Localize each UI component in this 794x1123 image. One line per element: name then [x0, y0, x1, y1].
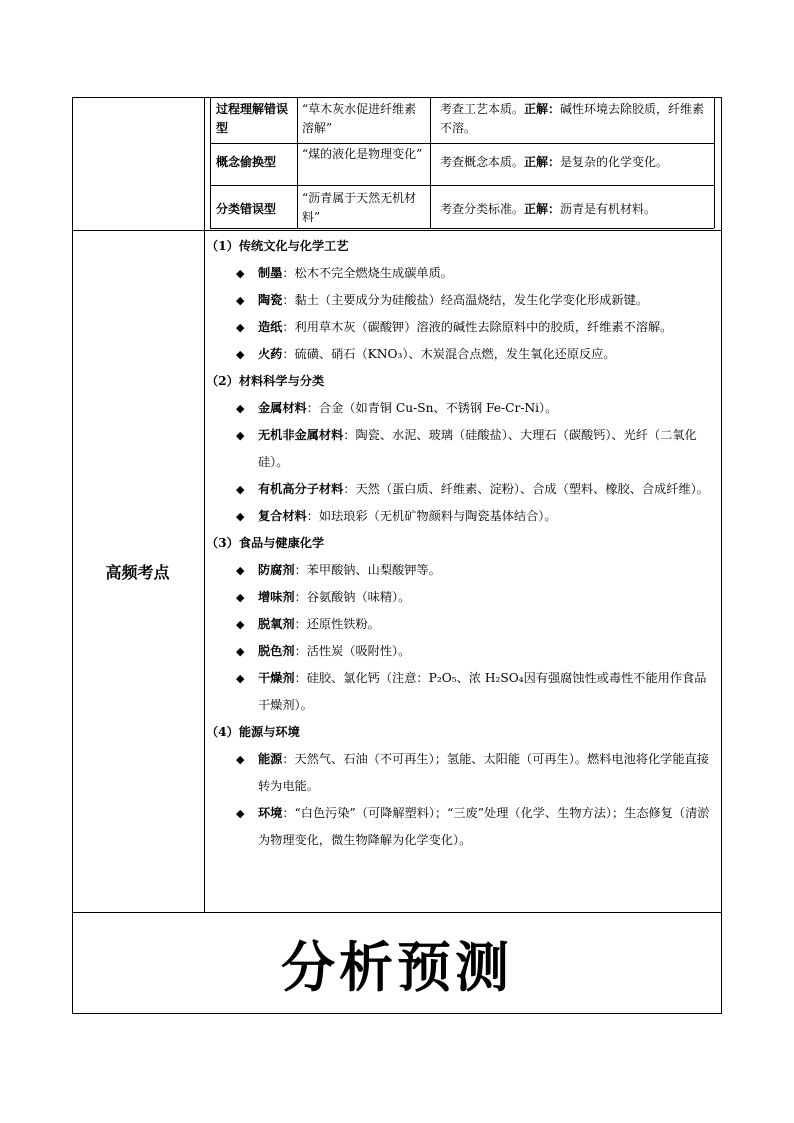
keyword: 能源: [258, 752, 283, 766]
item-text: ：天然气、石油（不可再生）；氢能、太阳能（可再生）。燃料电池将化学能直接转为电能。: [258, 752, 709, 793]
diamond-bullet-icon: ◆: [236, 807, 245, 820]
inner-row-divider: [210, 185, 714, 186]
error-type: 过程理解错误型: [216, 102, 289, 135]
exam-focus: 考查概念本质。: [440, 155, 525, 169]
correction-note: [440, 200, 710, 219]
keyword: 干燥剂: [258, 671, 295, 685]
diamond-bullet-icon: ◆: [236, 591, 245, 604]
section-title: （4）能源与环境: [206, 725, 300, 739]
keyword: 有机高分子材料: [258, 482, 344, 496]
diamond-bullet-icon: ◆: [236, 510, 245, 523]
inner-col-divider: [714, 97, 715, 228]
item-text: ：硫磺、硝石（KNO₃）、木炭混合点燃，发生氧化还原反应。: [282, 347, 616, 361]
keyword: 环境: [258, 806, 283, 820]
list-item: [212, 287, 712, 314]
list-item: [212, 260, 712, 287]
column-divider: [204, 97, 205, 912]
exam-focus: 考查工艺本质。: [440, 102, 525, 116]
list-item: [212, 476, 712, 503]
item-text: ：硅胶、氯化钙（注意：P₂O₅、浓 H₂SO₄因有强腐蚀性或毒性不能用作食品干燥剂）。: [258, 671, 707, 712]
fix-label: 正解：: [524, 202, 561, 216]
error-type: 概念偷换型: [216, 155, 277, 169]
diamond-bullet-icon: ◆: [236, 402, 245, 415]
diamond-bullet-icon: ◆: [236, 267, 245, 280]
diamond-bullet-icon: ◆: [236, 645, 245, 658]
inner-col-divider: [210, 97, 211, 228]
diamond-bullet-icon: ◆: [236, 672, 245, 685]
item-text: ：“白色污染”（可降解塑料）；“三废”处理（化学、生物方法）；生态修复（清淤为物理变化，微生物降解为化学变化）。: [258, 806, 710, 847]
list-item: [212, 395, 712, 422]
keyword: 制墨: [258, 266, 283, 280]
item-text: ：天然（蛋白质、纤维素、淀粉）、合成（塑料、橡胶、合成纤维）。: [343, 482, 709, 496]
item-text: ：苯甲酸钠、山梨酸钾等。: [294, 563, 441, 577]
fix-text: 碱性环境去除胶质，纤维素不溶。: [440, 102, 705, 135]
inner-table-top: [210, 97, 714, 98]
keyword: 防腐剂: [258, 563, 295, 577]
diamond-bullet-icon: ◆: [236, 483, 245, 496]
item-text: ：合金（如青铜 Cu-Sn、不锈钢 Fe-Cr-Ni）。: [306, 401, 558, 415]
keyword: 金属材料: [258, 401, 307, 415]
section-title: （3）食品与健康化学: [206, 536, 325, 550]
mistake-example: “沥青属于天然无机材料”: [302, 191, 417, 224]
document-table: [72, 97, 722, 1014]
keyword: 脱氧剂: [258, 617, 295, 631]
item-text: ：松木不完全燃烧生成碳单质。: [282, 266, 453, 280]
list-item: [212, 746, 712, 800]
keyword: 无机非金属材料: [258, 428, 344, 442]
section-title: （2）材料科学与分类: [206, 374, 325, 388]
mistake-example: “草木灰水促进纤维素溶解”: [302, 102, 417, 135]
inner-row-divider: [210, 143, 714, 144]
keyword: 造纸: [258, 320, 283, 334]
item-text: ：活性炭（吸附性）。: [294, 644, 411, 658]
keyword: 增味剂: [258, 590, 295, 604]
inner-col-divider: [430, 97, 431, 228]
item-text: ：谷氨酸钠（味精）。: [294, 590, 411, 604]
fix-label: 正解：: [524, 102, 561, 116]
inner-col-divider: [297, 97, 298, 228]
diamond-bullet-icon: ◆: [236, 321, 245, 334]
diamond-bullet-icon: ◆: [236, 564, 245, 577]
diamond-bullet-icon: ◆: [236, 753, 245, 766]
list-item: [212, 584, 712, 611]
keyword: 陶瓷: [258, 293, 283, 307]
keyword: 脱色剂: [258, 644, 295, 658]
diamond-bullet-icon: ◆: [236, 618, 245, 631]
fix-text: 沥青是有机材料。: [560, 202, 657, 216]
analysis-prediction-title: 分析预测: [281, 935, 513, 999]
mistake-example: “煤的液化是物理变化”: [302, 147, 423, 161]
keyword: 火药: [258, 347, 283, 361]
keyword: 复合材料: [258, 509, 307, 523]
diamond-bullet-icon: ◆: [236, 348, 245, 361]
list-item: [212, 314, 712, 341]
diamond-bullet-icon: ◆: [236, 294, 245, 307]
error-type: 分类错误型: [216, 202, 277, 216]
section-label: 高频考点: [105, 562, 170, 582]
fix-label: 正解：: [524, 155, 561, 169]
list-item: [212, 422, 712, 476]
high-frequency-content: [206, 233, 712, 854]
fix-text: 是复杂的化学变化。: [560, 155, 669, 169]
item-text: ：黏土（主要成分为硅酸盐）经高温烧结，发生化学变化形成新键。: [282, 293, 648, 307]
list-item: [212, 611, 712, 638]
item-text: ：利用草木灰（碳酸钾）溶液的碱性去除原料中的胶质，纤维素不溶解。: [282, 320, 673, 334]
list-item: [212, 341, 712, 368]
item-text: ：陶瓷、水泥、玻璃（硅酸盐）、大理石（碳酸钙）、光纤（二氧化硅）。: [258, 428, 697, 469]
exam-focus: 考查分类标准。: [440, 202, 525, 216]
item-text: ：如珐琅彩（无机矿物颜料与陶瓷基体结合）。: [306, 509, 557, 523]
list-item: [212, 800, 712, 854]
item-text: ：还原性铁粉。: [294, 617, 380, 631]
list-item: [212, 665, 712, 719]
correction-note: [440, 100, 710, 138]
list-item: [212, 503, 712, 530]
list-item: [212, 557, 712, 584]
diamond-bullet-icon: ◆: [236, 429, 245, 442]
correction-note: [440, 153, 710, 172]
section-title: （1）传统文化与化学工艺: [206, 239, 349, 253]
list-item: [212, 638, 712, 665]
inner-table-bottom: [210, 228, 714, 229]
